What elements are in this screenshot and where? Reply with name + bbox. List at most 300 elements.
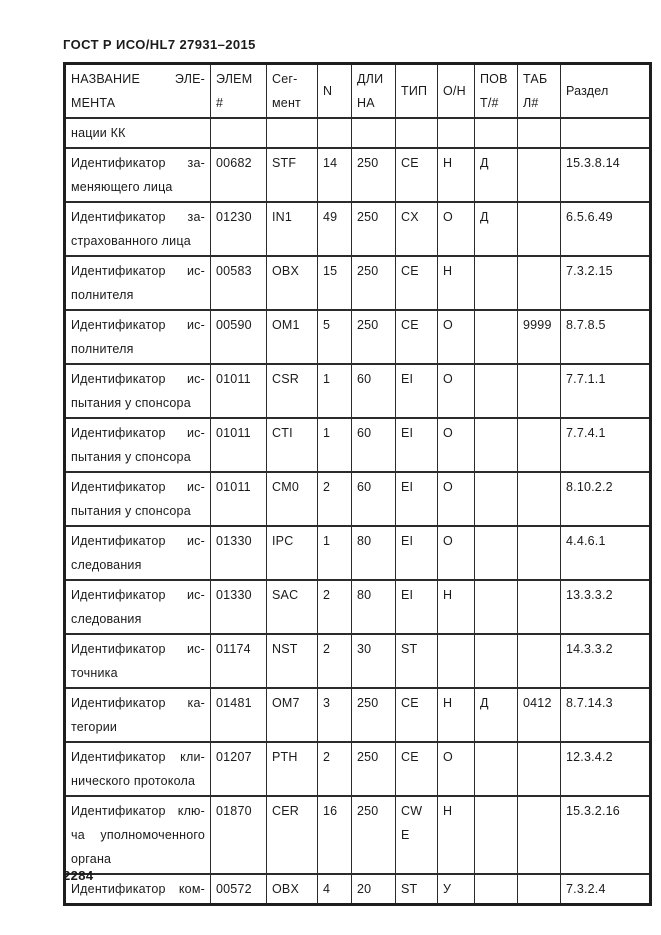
cell-text-line: 8.10.2.2 [566, 480, 613, 494]
length-cell [352, 688, 396, 742]
cell-text-line: 2 [323, 588, 331, 602]
cell-text-line: пытания у спонсора [71, 396, 191, 410]
cell-text-line: 1 [323, 372, 331, 386]
element-number-cell [211, 202, 267, 256]
cell-text-line: Идентификатор ис- [71, 480, 205, 494]
cell-text-line: Идентификатор ис- [71, 264, 205, 278]
repeat-cell [475, 148, 518, 202]
cell-text-line: 01230 [216, 210, 252, 224]
cell-text-line: CE [401, 318, 419, 332]
element-name-cell [65, 418, 211, 472]
cell-text-line: Идентификатор ис- [71, 426, 205, 440]
section-cell [561, 742, 651, 796]
cell-text-line: ST [401, 642, 418, 656]
table-number-cell [518, 148, 561, 202]
cell-text-line: Сег- [272, 72, 298, 86]
optionality-cell [438, 148, 475, 202]
cell-text-line: Д [480, 210, 489, 224]
table-number-cell [518, 418, 561, 472]
cell-text-line: 12.3.4.2 [566, 750, 613, 764]
cell-text-line: PTH [272, 750, 298, 764]
element-number-cell [211, 472, 267, 526]
cell-text-line: пытания у спонсора [71, 504, 191, 518]
table-row [65, 742, 651, 796]
cell-text-line: 8.7.8.5 [566, 318, 606, 332]
segment-cell [267, 874, 318, 905]
cell-text-line: О [443, 534, 453, 548]
type-cell [396, 418, 438, 472]
table-row [65, 874, 651, 905]
cell-text-line: 2 [323, 750, 331, 764]
n-cell [318, 202, 352, 256]
table-number-cell [518, 688, 561, 742]
cell-text-line: 00590 [216, 318, 252, 332]
col-header-optionality [438, 64, 475, 119]
optionality-cell [438, 580, 475, 634]
cell-text-line: 30 [357, 642, 372, 656]
cell-text-line: 4 [323, 882, 331, 896]
optionality-cell [438, 742, 475, 796]
element-name-cell [65, 742, 211, 796]
cell-text-line: STF [272, 156, 297, 170]
page-number: 2284 [63, 868, 94, 883]
cell-text-line: Идентификатор ком- [71, 882, 205, 896]
cell-text-line: следования [71, 612, 142, 626]
n-cell [318, 580, 352, 634]
segment-cell [267, 310, 318, 364]
length-cell [352, 580, 396, 634]
cell-text-line: 7.7.1.1 [566, 372, 606, 386]
cell-text-line: EI [401, 426, 414, 440]
type-cell [396, 364, 438, 418]
cell-text-line: 80 [357, 534, 372, 548]
n-cell [318, 364, 352, 418]
table-row [65, 202, 651, 256]
section-cell [561, 796, 651, 874]
cell-text-line: 01011 [216, 480, 251, 494]
cell-text-line: Раздел [566, 84, 609, 98]
cell-text-line: О [443, 318, 453, 332]
cell-text-line: 49 [323, 210, 338, 224]
n-cell [318, 688, 352, 742]
cell-text-line: Д [480, 156, 489, 170]
n-cell [318, 148, 352, 202]
section-cell [561, 688, 651, 742]
length-cell [352, 472, 396, 526]
section-cell [561, 526, 651, 580]
table-row [65, 364, 651, 418]
cell-text-line: Н [443, 156, 453, 170]
cell-text-line: Идентификатор ис- [71, 534, 205, 548]
element-name-cell [65, 364, 211, 418]
optionality-cell [438, 202, 475, 256]
optionality-cell [438, 796, 475, 874]
type-cell [396, 202, 438, 256]
cell-text-line: 7.3.2.4 [566, 882, 606, 896]
segment-cell [267, 202, 318, 256]
table-number-cell [518, 202, 561, 256]
repeat-cell [475, 472, 518, 526]
type-cell [396, 472, 438, 526]
table-number-cell [518, 310, 561, 364]
n-cell [318, 742, 352, 796]
cell-text-line: CX [401, 210, 419, 224]
cell-text-line: 01207 [216, 750, 252, 764]
cell-text-line: IN1 [272, 210, 293, 224]
cell-text-line: 15 [323, 264, 338, 278]
n-cell [318, 256, 352, 310]
type-cell [396, 874, 438, 905]
element-name-cell [65, 688, 211, 742]
cell-text-line: следования [71, 558, 142, 572]
cell-text-line: 1 [323, 534, 331, 548]
cell-text-line: Т/# [480, 96, 499, 110]
table-row [65, 148, 651, 202]
table-row [65, 526, 651, 580]
type-cell [396, 688, 438, 742]
type-cell [396, 634, 438, 688]
repeat-cell [475, 526, 518, 580]
cell-text-line: N [323, 84, 333, 98]
segment-cell [267, 526, 318, 580]
segment-cell [267, 418, 318, 472]
repeat-cell [475, 202, 518, 256]
col-header-section [561, 64, 651, 119]
cell-text-line: НА [357, 96, 375, 110]
cell-text-line: # [216, 96, 224, 110]
cell-text-line: О [443, 426, 453, 440]
cell-text-line: ДЛИ [357, 72, 384, 86]
type-cell [396, 526, 438, 580]
cell-text-line: Идентификатор ис- [71, 372, 205, 386]
cell-text-line: 250 [357, 264, 379, 278]
n-cell [318, 634, 352, 688]
repeat-cell [475, 256, 518, 310]
cell-text-line: 14.3.3.2 [566, 642, 613, 656]
cell-text-line: 15.3.2.16 [566, 804, 620, 818]
cell-text-line: 1 [323, 426, 331, 440]
cell-text-line: тегории [71, 720, 118, 734]
section-cell [561, 310, 651, 364]
cell-text-line: ST [401, 882, 418, 896]
col-header-n [318, 64, 352, 119]
section-cell [561, 874, 651, 905]
optionality-cell [438, 874, 475, 905]
cell-text-line: 8.7.14.3 [566, 696, 613, 710]
col-header-element-name [65, 64, 211, 119]
cell-text-line: 01330 [216, 588, 252, 602]
table-row [65, 256, 651, 310]
section-cell [561, 364, 651, 418]
cell-text-line: E [401, 828, 410, 842]
table-number-cell [518, 526, 561, 580]
section-cell [561, 202, 651, 256]
repeat-cell [475, 634, 518, 688]
cell-text-line: точника [71, 666, 118, 680]
cell-text-line: 60 [357, 426, 372, 440]
cell-text-line: Идентификатор ис- [71, 318, 205, 332]
element-number-cell [211, 256, 267, 310]
col-header-segment [267, 64, 318, 119]
n-cell [318, 472, 352, 526]
table-number-cell [518, 256, 561, 310]
repeat-cell [475, 310, 518, 364]
type-cell [396, 310, 438, 364]
cell-text-line: Д [480, 696, 489, 710]
table-number-cell [518, 796, 561, 874]
cell-text-line: ТАБ [523, 72, 548, 86]
segment-cell [267, 364, 318, 418]
repeat-cell [475, 118, 518, 148]
cell-text-line: Н [443, 696, 453, 710]
col-header-type [396, 64, 438, 119]
element-number-cell [211, 526, 267, 580]
type-cell [396, 148, 438, 202]
cell-text-line: 01174 [216, 642, 251, 656]
repeat-cell [475, 364, 518, 418]
cell-text-line: МЕНТА [71, 96, 116, 110]
cell-text-line: Идентификатор за- [71, 210, 205, 224]
segment-cell [267, 256, 318, 310]
cell-text-line: 250 [357, 750, 379, 764]
element-name-cell [65, 634, 211, 688]
element-name-cell [65, 796, 211, 874]
table-row [65, 472, 651, 526]
n-cell [318, 526, 352, 580]
table-row [65, 310, 651, 364]
n-cell [318, 796, 352, 874]
cell-text-line: CE [401, 750, 419, 764]
cell-text-line: CER [272, 804, 299, 818]
section-cell [561, 634, 651, 688]
cell-text-line: 00583 [216, 264, 252, 278]
segment-cell [267, 118, 318, 148]
cell-text-line: EI [401, 588, 414, 602]
cell-text-line: 80 [357, 588, 372, 602]
optionality-cell [438, 364, 475, 418]
n-cell [318, 418, 352, 472]
segment-cell [267, 580, 318, 634]
cell-text-line: SAC [272, 588, 299, 602]
cell-text-line: CE [401, 696, 419, 710]
cell-text-line: 6.5.6.49 [566, 210, 613, 224]
element-number-cell [211, 310, 267, 364]
element-number-cell [211, 742, 267, 796]
cell-text-line: органа [71, 852, 112, 866]
cell-text-line: ТИП [401, 84, 428, 98]
optionality-cell [438, 118, 475, 148]
table-number-cell [518, 472, 561, 526]
cell-text-line: 250 [357, 804, 379, 818]
table-row [65, 580, 651, 634]
length-cell [352, 526, 396, 580]
cell-text-line: 250 [357, 210, 379, 224]
cell-text-line: Идентификатор клю- [71, 804, 205, 818]
table-number-cell [518, 634, 561, 688]
segment-cell [267, 688, 318, 742]
col-header-repeat [475, 64, 518, 119]
cell-text-line: 16 [323, 804, 338, 818]
cell-text-line: 60 [357, 480, 372, 494]
element-number-cell [211, 580, 267, 634]
cell-text-line: OBX [272, 264, 299, 278]
repeat-cell [475, 742, 518, 796]
cell-text-line: 01481 [216, 696, 252, 710]
element-number-cell [211, 148, 267, 202]
cell-text-line: 4.4.6.1 [566, 534, 606, 548]
cell-text-line: 9999 [523, 318, 552, 332]
cell-text-line: Идентификатор ка- [71, 696, 205, 710]
cell-text-line: О [443, 480, 453, 494]
section-cell [561, 580, 651, 634]
n-cell [318, 118, 352, 148]
cell-text-line: О [443, 750, 453, 764]
cell-text-line: 01011 [216, 372, 251, 386]
table-row [65, 634, 651, 688]
cell-text-line: 60 [357, 372, 372, 386]
cell-text-line: пытания у спонсора [71, 450, 191, 464]
standard-title: ГОСТ Р ИСО/HL7 27931–2015 [63, 37, 256, 52]
type-cell [396, 580, 438, 634]
length-cell [352, 634, 396, 688]
element-name-cell [65, 256, 211, 310]
cell-text-line: 0412 [523, 696, 552, 710]
cell-text-line: мент [272, 96, 301, 110]
table-row [65, 118, 651, 148]
cell-text-line: CW [401, 804, 423, 818]
cell-text-line: 3 [323, 696, 331, 710]
table-number-cell [518, 118, 561, 148]
repeat-cell [475, 418, 518, 472]
optionality-cell [438, 418, 475, 472]
segment-cell [267, 634, 318, 688]
cell-text-line: ПОВ [480, 72, 508, 86]
cell-text-line: 7.7.4.1 [566, 426, 606, 440]
cell-text-line: EI [401, 372, 414, 386]
cell-text-line: Идентификатор за- [71, 156, 205, 170]
cell-text-line: ча уполномоченного [71, 828, 205, 842]
segment-cell [267, 472, 318, 526]
element-name-cell [65, 148, 211, 202]
cell-text-line: 250 [357, 318, 379, 332]
cell-text-line: EI [401, 534, 414, 548]
cell-text-line: 15.3.8.14 [566, 156, 620, 170]
table-header-row [65, 64, 651, 119]
cell-text-line: полнителя [71, 342, 134, 356]
element-number-cell [211, 418, 267, 472]
cell-text-line: NST [272, 642, 298, 656]
cell-text-line: О [443, 210, 453, 224]
optionality-cell [438, 472, 475, 526]
cell-text-line: меняющего лица [71, 180, 173, 194]
optionality-cell [438, 526, 475, 580]
cell-text-line: Идентификатор ис- [71, 588, 205, 602]
section-cell [561, 256, 651, 310]
cell-text-line: 20 [357, 882, 372, 896]
element-number-cell [211, 874, 267, 905]
element-number-cell [211, 118, 267, 148]
length-cell [352, 202, 396, 256]
repeat-cell [475, 796, 518, 874]
cell-text-line: 250 [357, 156, 379, 170]
table-row [65, 688, 651, 742]
length-cell [352, 364, 396, 418]
cell-text-line: ЭЛЕМ [216, 72, 253, 86]
element-name-cell [65, 526, 211, 580]
table-number-cell [518, 364, 561, 418]
cell-text-line: 250 [357, 696, 379, 710]
table-number-cell [518, 742, 561, 796]
type-cell [396, 256, 438, 310]
table-number-cell [518, 580, 561, 634]
length-cell [352, 310, 396, 364]
repeat-cell [475, 580, 518, 634]
cell-text-line: О/Н [443, 84, 466, 98]
cell-text-line: 00682 [216, 156, 252, 170]
cell-text-line: нического протокола [71, 774, 196, 788]
cell-text-line: CE [401, 156, 419, 170]
type-cell [396, 796, 438, 874]
cell-text-line: 7.3.2.15 [566, 264, 613, 278]
cell-text-line: 2 [323, 480, 331, 494]
cell-text-line: нации КК [71, 126, 126, 140]
col-header-length [352, 64, 396, 119]
length-cell [352, 742, 396, 796]
cell-text-line: CTI [272, 426, 293, 440]
col-header-element-number [211, 64, 267, 119]
cell-text-line: IPC [272, 534, 294, 548]
cell-text-line: 5 [323, 318, 331, 332]
cell-text-line: 13.3.3.2 [566, 588, 613, 602]
length-cell [352, 118, 396, 148]
element-number-cell [211, 634, 267, 688]
section-cell [561, 472, 651, 526]
element-name-cell [65, 310, 211, 364]
cell-text-line: OM7 [272, 696, 300, 710]
optionality-cell [438, 634, 475, 688]
length-cell [352, 796, 396, 874]
cell-text-line: 14 [323, 156, 338, 170]
segment-cell [267, 796, 318, 874]
element-name-cell [65, 202, 211, 256]
length-cell [352, 418, 396, 472]
element-number-cell [211, 364, 267, 418]
segment-cell [267, 148, 318, 202]
optionality-cell [438, 688, 475, 742]
element-number-cell [211, 796, 267, 874]
table-number-cell [518, 874, 561, 905]
cell-text-line: OBX [272, 882, 299, 896]
repeat-cell [475, 874, 518, 905]
table-body [65, 118, 651, 905]
length-cell [352, 874, 396, 905]
segment-cell [267, 742, 318, 796]
cell-text-line: Идентификатор ис- [71, 642, 205, 656]
optionality-cell [438, 310, 475, 364]
section-cell [561, 118, 651, 148]
cell-text-line: 01330 [216, 534, 252, 548]
cell-text-line: 01011 [216, 426, 251, 440]
cell-text-line: Идентификатор кли- [71, 750, 205, 764]
col-header-table-number [518, 64, 561, 119]
element-number-cell [211, 688, 267, 742]
cell-text-line: 01870 [216, 804, 252, 818]
cell-text-line: У [443, 882, 452, 896]
length-cell [352, 256, 396, 310]
element-name-cell [65, 472, 211, 526]
cell-text-line: 2 [323, 642, 331, 656]
section-cell [561, 148, 651, 202]
